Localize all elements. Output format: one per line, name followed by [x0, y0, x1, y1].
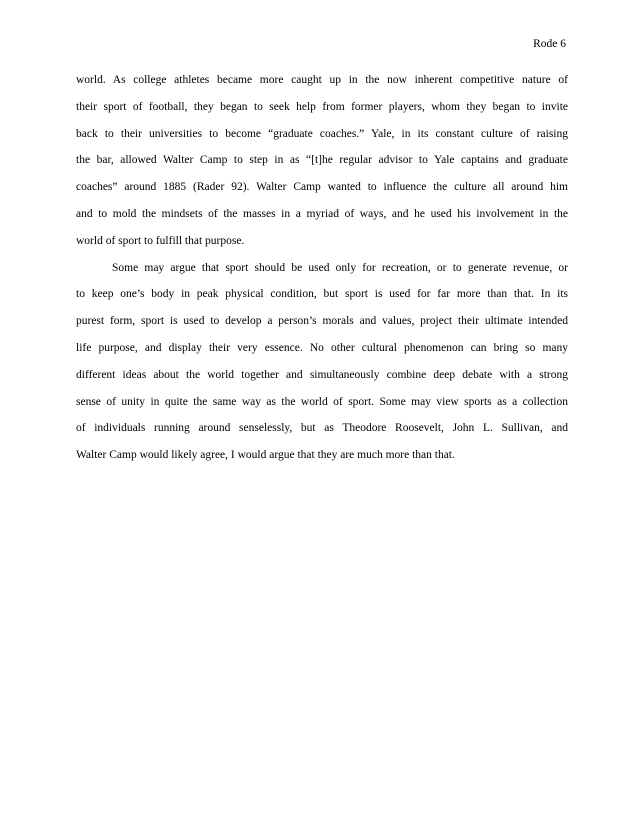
paragraph-line: the bar, allowed Walter Camp to step in as “[t]he regular advisor to Yale captains and graduate: [76, 154, 568, 167]
paragraph-line: life purpose, and display their very essence. No other cultural phenomenon can bring so many: [76, 341, 568, 354]
paragraph-1: [76, 72, 568, 260]
paragraph-line: their sport of football, they began to seek help from former players, whom they began to invite: [76, 100, 568, 113]
paragraph-line: world. As college athletes became more caught up in the now inherent competitive nature of: [76, 74, 568, 86]
body-text: [76, 72, 568, 474]
paragraph-line: back to their universities to become “graduate coaches.” Yale, in its constant culture of raising: [76, 127, 568, 140]
paragraph-line: Walter Camp would likely agree, I would argue that they are much more than that.: [76, 449, 455, 462]
paragraph-line: and to mold the mindsets of the masses in a myriad of ways, and he used his involvement in the: [76, 207, 568, 220]
paragraph-line: coaches” around 1885 (Rader 92). Walter Camp wanted to influence the culture all around him: [76, 181, 568, 194]
paragraph-line: world of sport to fulfill that purpose.: [76, 234, 245, 247]
paragraph-line: purest form, sport is used to develop a person’s morals and values, project their ultimate intended: [76, 315, 568, 328]
paragraph-2: [76, 260, 568, 474]
paragraph-line: of individuals running around senselessly, but as Theodore Roosevelt, John L. Sullivan, and: [76, 422, 568, 435]
paragraph-line: Some may argue that sport should be used only for recreation, or to generate revenue, or: [112, 261, 568, 274]
paragraph-line: to keep one’s body in peak physical condition, but sport is used for far more than that. In its: [76, 288, 568, 301]
paragraph-line: different ideas about the world together and simultaneously combine deep debate with a strong: [76, 368, 568, 381]
running-head: Rode 6: [533, 38, 566, 50]
paragraph-line: sense of unity in quite the same way as the world of sport. Some may view sports as a collection: [76, 395, 568, 408]
